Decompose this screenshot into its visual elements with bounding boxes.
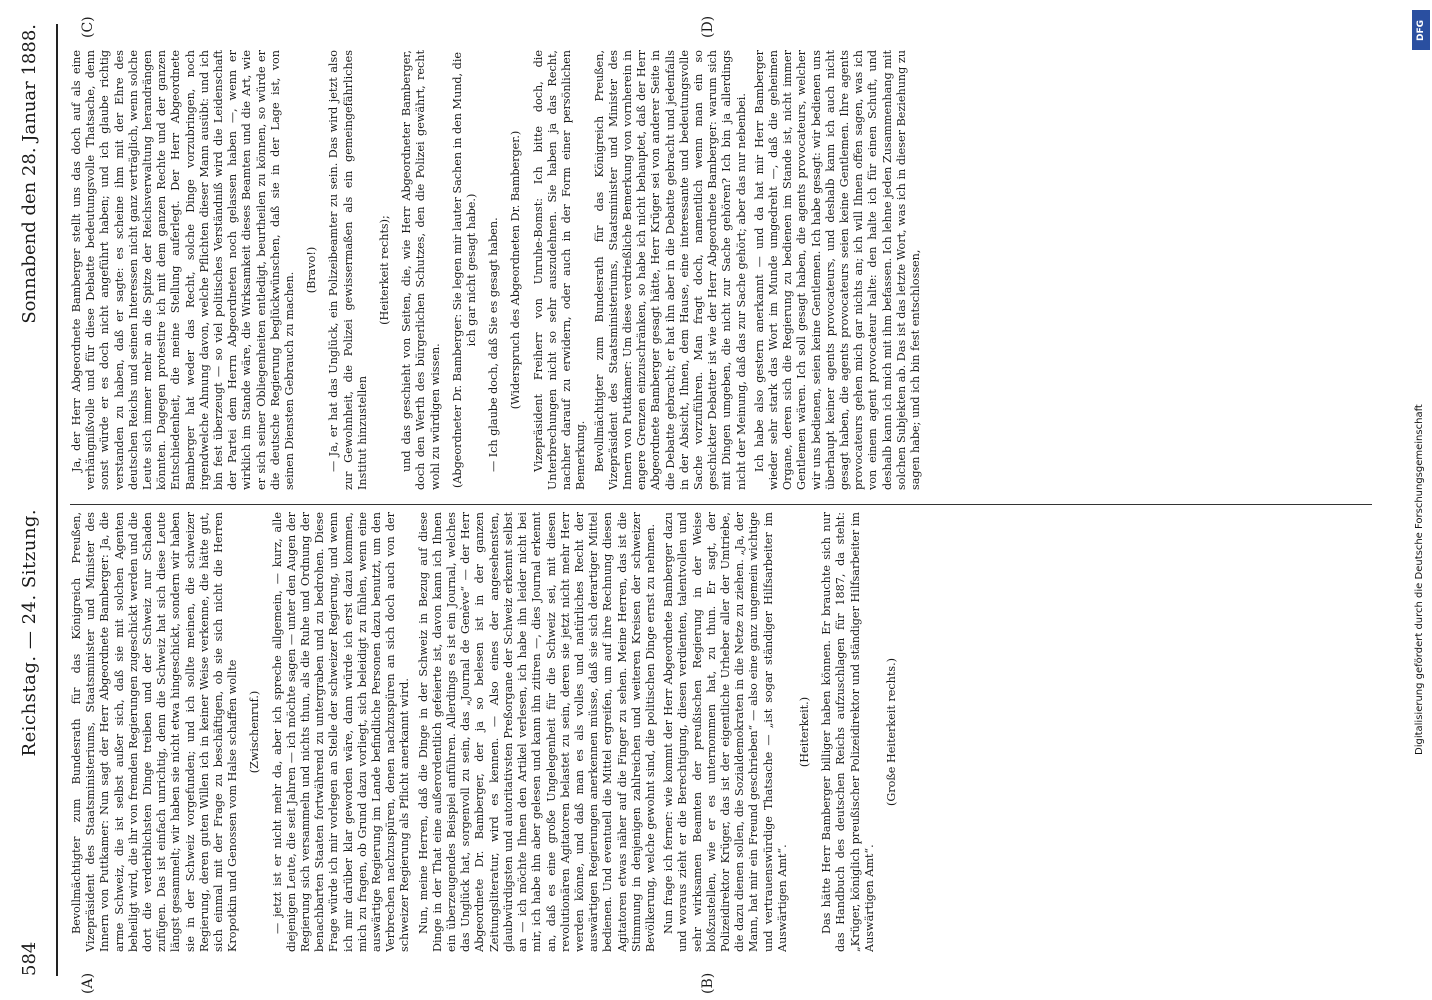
paragraph: — jetzt ist er nicht mehr da, aber ich spreche allgemein, — kurz, alle diejenigen Leute, die seit Jahren — ich möchte sagen — unter den Augen der Regierung sich versammeln und nichts thun, als die Ruhe und Ordnung der benachbarten Staaten fortwährend zu untergraben und zu bedrohen. Diese Frage würde ich mir vorlegen an Stelle der schweizer Regierung, und wenn ich mir darüber klar geworden wäre, dann würde ich erst dazu kommen, mich zu fragen, ob Grund dazu vorliegt, sich beleidigt zu fühlen, wenn eine auswärtige Regierung im Lande befindliche Personen dazu benutzt, um den Verbrechen nachzuspüren, denen nachzuspüren an sich doch auch von der schweizer Regierung als Pflicht anerkannt wird. (270, 512, 412, 952)
page-header (0, 0, 58, 1000)
header-rule (56, 24, 58, 976)
left-column (70, 512, 1372, 952)
interjection: (Abgeordneter Dr. Bamberger: Sie legen mir lauter Sachen in den Mund, die ich gar nicht gesagt habe.) (450, 51, 479, 489)
dfg-logo: DFG (1412, 10, 1430, 50)
digitization-credit: Digitalisierung gefördert durch die Deutsche Forschungsgemeinschaft (1414, 404, 1425, 755)
paragraph: Ich habe also gestern anerkannt — und da hat mir Herr Bamberger wieder sehr stark das Wort im Munde umgedreht —, daß die geheimen Organe, deren sich die Regierung zu bedienen im Stande ist, nicht immer Gentlemen wären. Ich soll gesagt haben, die agents provocateurs, welcher wir uns bedienen, seien keine Gentlemen. Ich habe gesagt: wir bedienen uns überhaupt keiner agents provocateurs, und deshalb kann ich auch nicht gesagt haben, die agents provocateurs seien keine Gentlemen. Ihre agents provocateurs gehen mich gar nichts an; ich will Ihnen offen sagen, was ich von einem agent provocateur halte: den halte ich für einen Schuft, und deshalb kann ich mich mit ihm befassen. Ich lehne jeden Zusammenhang mit solchen Subjekten ab. Das ist das letzte Wort, was ich in dieser Beziehung zu sagen habe; und ich bin fest entschlossen, (752, 50, 922, 490)
paragraph: Vizepräsident Freiherr von Unruhe-Bomst: Ich bitte doch, die Unterbrechungen nicht so sehr auszudehnen. Sie haben ja das Recht, nachher darauf zu erwidern, oder auch in der Form einer persönlichen Bemerkung. (531, 50, 588, 490)
marker-b: (B) (700, 972, 716, 994)
interjection: (Widerspruch des Abgeordneten Dr. Bamberger.) (509, 130, 523, 410)
paragraph: Bevollmächtigter zum Bundesrath für das Königreich Preußen, Vizepräsident des Staatsministeriums, Staatsminister und Minister des Innern von Puttkamer: Nun sagt der Herr Abgeordnete Bamberger: Ja, die arme Schweiz, die ist selbst außer sich, daß sie mit solchen Agenten beheiligt wird, die ihr von fremden Regierungen zugeschickt werden und die dort die verderblichsten Dinge treiben und der Schweiz nur Schaden zufügen. Das ist einfach unrichtig, denn die Schweiz hat sich diese Leute längst gesammelt; wir haben sie nicht etwa hingeschickt, sondern wir haben sie in der Schweiz vorgefunden; und ich sollte meinen, die schweizer Regierung, deren guten Willen ich in keiner Weise verkenne, die hätte gut, sich einmal mit der Frage zu beschäftigen, ob sie sich nicht die Herren Kropotkin und Genossen vom Halse schaffen wollte (70, 512, 240, 952)
paragraph: — Ja, er hat das Unglück, ein Polizeibeamter zu sein. Das wird jetzt also zur Gewohnheit, die Polizei gewissermaßen als ein gemeingefährliches Institut hinzustellen (327, 50, 369, 490)
paragraph: Nun frage ich ferner: wie kommt der Herr Abgeordnete Bamberger dazu und woraus zieht er die Berechtigung, diesen verdienten, talentvollen und sehr wirksamen Beamten der preußischen Regierung in der Weise bloßzustellen, wie er es unternommen hat, zu thun. Er sagt, der Polizeidirektor Krüger, das ist der eigentliche Urheber aller der Umtriebe, die dazu dienen sollen, die Sozialdemokraten in die Netze zu ziehen. „Ja, der Mann, hat mir ein Freund geschrieben“ — also eine ganz ungemein wichtige und vertrauenswürdige Thatsache — „ist sogar ständiger Hilfsarbeiter im Auswärtigen Amt“. (662, 512, 789, 952)
marker-c: (C) (80, 16, 96, 38)
session-date: Sonnabend den 28. Januar 1888. (18, 24, 40, 324)
session-title: Reichstag. — 24. Sitzung. (18, 508, 40, 757)
right-column (70, 50, 1372, 490)
interjection: (Bravo!) (305, 246, 319, 294)
paragraph: Das hätte Herr Bamberger billiger haben können. Er brauchte sich nur das Handbuch des deutschen Reichs aufzuschlagen für 1887, da steht: „Krüger, königlich preußischer Polizeidirektor und ständiger Hilfsarbeiter im Auswärtigen Amt“. (820, 512, 876, 952)
interjection: (Zwischenruf.) (248, 690, 262, 774)
paragraph: Bevollmächtigter zum Bundesrath für das Königreich Preußen, Vizepräsident des Staatsministeriums, Staatsminister und Minister des Innern von Puttkamer: Um diese verdrießliche Bemerkung von vornherein in engere Grenzen einzuschränken, so habe ich nicht behauptet, daß der Herr Abgeordnete Bamberger gesagt hätte, Herr Krüger sei von anderer Seite in die Debatte gebracht; er hat ihn aber in die Debatte gebracht und jedenfalls in der Absicht, Ihnen, dem Hause, eine interessante und bedeutungsvolle Sache vorzuführen. Man fragt doch, namentlich wenn man ein so geschickter Debatter ist wie der Herr Abgeordnete Bamberger: warum sich mit Dingen umgeben, die nicht zur Sache gehören? Ich bin ja allerdings nicht der Meinung, daß das zur Sache gehört; aber das nur nebenbei. (592, 50, 748, 490)
paragraph: Ja, der Herr Abgeordnete Bamberger stellt uns das doch auf als eine verhängnißvolle und für diese Debatte bedeutungsvolle Thatsache, denn sonst würde er es doch nicht angeführt haben; und ich glaube richtig verstanden zu haben, daß er sagte: es scheine ihm mit der Ehre des deutschen Reichs und seinen Interessen nicht ganz verträglich, wenn solche Leute sich immer mehr an die Spitze der Reichsverwaltung herandrängen könnten. Dagegen protestire ich mit dem ganzen Rechte und der ganzen Entschiedenheit, die meine Stellung auferlegt. Der Herr Abgeordnete Bamberger hat weder das Recht, solche Dinge vorzubringen, noch irgendwelche Ahnung davon, welche Pflichten dieser Mann ausübt: und ich bin fest überzeugt — so viel politisches Verständniß wird die Leidenschaft der Partei dem Herrn Abgeordneten noch gelassen haben —, wenn er wirklich im Stande wäre, die Wirksamkeit dieses Beamten und die Art, wie er sich seiner Obliegenheiten entledigt, beurtheilen zu können, so würde er die deutsche Regierung beglückwünschen, daß sie in der Lage ist, von seinen Diensten Gebrauch zu machen. (70, 50, 297, 490)
paragraph: Nun, meine Herren, daß die Dinge in der Schweiz in Bezug auf diese Dinge in der That eine außerordentlich gefeierte ist, davon kann ich Ihnen ein überzeugendes Beispiel anführen. Allerdings es ist ein Journal, welches das Unglück hat, sorgenvoll zu sein, das „Journal de Genève“ — der Herr Abgeordnete Dr. Bamberger, der ja so belesen ist in der ganzen Zeitungsliteratur, wird es kennen. — Also eines der angesehensten, glaubwürdigsten und autoritativsten Preßorgane der Schweiz erkennt selbst an — ich möchte Ihnen den Artikel verlesen, ich habe ihn leider nicht bei mir, ich habe ihn aber gelesen und kann ihn zitiren —, dies Journal erkennt an, daß es eine große Ungelegenheit für die Schweiz sei, mit diesen revolutionären Agitatoren belastet zu sein, deren sie jetzt nicht mehr Herr werden könne, und daß man es als volles und natürliches Recht der auswärtigen Regierungen anerkennen müsse, daß sie sich derartiger Mittel bedienen. Und eventuell die Mittel ergreifen, um auf ihre Rechnung diesen Agitatoren etwas näher auf die Finger zu sehen. Meine Herren, das ist die Stimmung in denjenigen zahlreichen und weiteren Kreisen der schweizer Bevölkerung, welche gewohnt sind, die politischen Dinge ernst zu nehmen. (416, 512, 657, 952)
column-divider (70, 504, 1372, 505)
interjection: (Große Heiterkeit rechts.) (884, 657, 898, 807)
paragraph: — Ich glaube doch, daß Sie es gesagt haben. (487, 217, 501, 472)
interjection: (Heiterkeit.) (797, 696, 811, 768)
page-number: 584 (18, 941, 40, 976)
interjection: (Heiterkeit rechts); (378, 215, 392, 325)
marker-d: (D) (700, 15, 716, 38)
paragraph: und das geschieht von Seiten, die, wie Herr Abgeordneter Bamberger, doch den Werth des bürgerlichen Schutzes, den die Polizei gewährt, recht wohl zu würdigen wissen. (400, 50, 442, 490)
marker-a: (A) (80, 972, 96, 994)
